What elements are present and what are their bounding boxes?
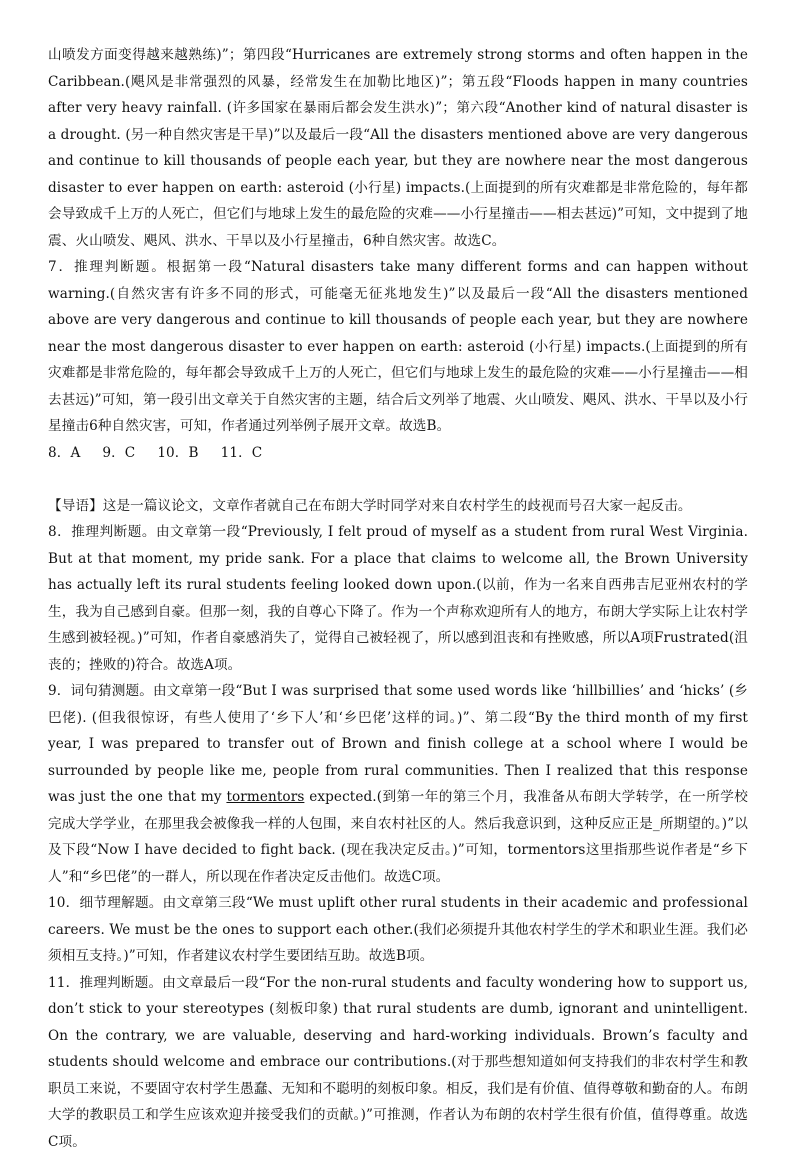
q9-text-start: 9．词句猜测题。由文章第一段“But I was surprised that some used words like ‘hillbillies’ and ‘hicks’ (乡巴佬). (但我很惊讶，有些人使用了‘乡下人’和‘乡巴佬’这样的词。)”、第二段“By the third month of my first year, I was prepared to transfer out of Brown and finish college at a school where I would be surrounded by people like me, people from rural communities. Then I realized that this response was just the one that my [48,683,748,805]
paragraph-q6-continuation: 山喷发方面变得越来越熟练)”；第四段“Hurricanes are extremely strong storms and often happen in the Caribbean.(飓风是非常强烈的风暴，经常发生在加勒比地区)”；第五段“Floods happen in many countries after very heavy rainfall. (许多国家在暴雨后都会发生洪水)”；第六段“Another kind of natural disaster is a drought. (另一种自然灾害是干旱)”以及最后一段“All the disasters mentioned above are very dangerous and continue to kill thousands of people each year, but they are nowhere near the most dangerous disaster to ever happen on earth: asteroid (小行星) impacts.(上面提到的所有灾难都是非常危险的，每年都会导致成千上万的人死亡，但它们与地球上发生的最危险的灾难——小行星撞击——相去甚远)”可知，文中提到了地震、火山喷发、飓风、洪水、干旱以及小行星撞击，6种自然灾害。故选C。 [48,42,748,254]
underlined-word-tormentors: tormentors [226,789,304,805]
answer-11: 11．C [221,440,263,467]
answer-9: 9．C [102,440,135,467]
answer-explanation-page [48,42,748,1155]
paragraph-q11: 11．推理判断题。由文章最后一段“For the non-rural students and faculty wondering how to support us, don’t stick to your stereotypes (刻板印象) that rural students are dumb, ignorant and unintelligent. On the contrary, we are valuable, deserving and hard-working individuals. Brown’s faculty and students should welcome and embrace our contributions.(对于那些想知道如何支持我们的非农村学生和教职员工来说，不要固守农村学生愚蠢、无知和不聪明的刻板印象。相反，我们是有价值、值得尊敬和勤奋的人。布朗大学的教职员工和学生应该欢迎并接受我们的贡献。)”可推测，作者认为布朗的农村学生很有价值，值得尊重。故选C项。 [48,970,748,1155]
answer-key-8-11 [48,440,748,467]
paragraph-q10: 10．细节理解题。由文章第三段“We must uplift other rural students in their academic and professional careers. We must be the ones to support each other.(我们必须提升其他农村学生的学术和职业生涯。我们必须相互支持。)”可知，作者建议农村学生要团结互助。故选B项。 [48,890,748,970]
blank-line [48,466,748,493]
answer-10: 10．B [157,440,198,467]
q9-text-end: expected.(到第一年的第三个月，我准备从布朗大学转学，在一所学校完成大学学业，在那里我会被像我一样的人包围，来自农村社区的人。然后我意识到，这种反应正是_所期望的。)”以及下段“Now I have decided to fight back. (现在我决定反击。)”可知，tormentors这里指那些说作者是“乡下人”和“乡巴佬”的一群人，所以现在作者决定反击他们。故选C项。 [48,789,748,885]
paragraph-q7: 7．推理判断题。根据第一段“Natural disasters take many different forms and can happen without warning.(自然灾害有许多不同的形式，可能毫无征兆地发生)”以及最后一段“All the disasters mentioned above are very dangerous and continue to kill thousands of people each year, but they are nowhere near the most dangerous disaster to ever happen on earth: asteroid (小行星) impacts.(上面提到的所有灾难都是非常危险的，每年都会导致成千上万的人死亡，但它们与地球上发生的最危险的灾难——小行星撞击——相去甚远)”可知，第一段引出文章关于自然灾害的主题，结合后文列举了地震、火山喷发、飓风、洪水、干旱以及小行星撞击6种自然灾害，可知，作者通过列举例子展开文章。故选B。 [48,254,748,440]
answer-8: 8．A [48,440,80,467]
guide-paragraph: 【导语】这是一篇议论文，文章作者就自己在布朗大学时同学对来自农村学生的歧视而号召大家一起反击。 [48,493,748,520]
paragraph-q8: 8．推理判断题。由文章第一段“Previously, I felt proud of myself as a student from rural West Virginia. But at that moment, my pride sank. For a place that claims to welcome all, the Brown University has actually left its rural students feeling looked down upon.(以前，作为一名来自西弗吉尼亚州农村的学生，我为自己感到自豪。但那一刻，我的自尊心下降了。作为一个声称欢迎所有人的地方，布朗大学实际上让农村学生感到被轻视。)”可知，作者自豪感消失了，觉得自己被轻视了，所以感到沮丧和有挫败感，所以A项Frustrated(沮丧的；挫败的)符合。故选A项。 [48,519,748,678]
paragraph-q9 [48,678,748,890]
